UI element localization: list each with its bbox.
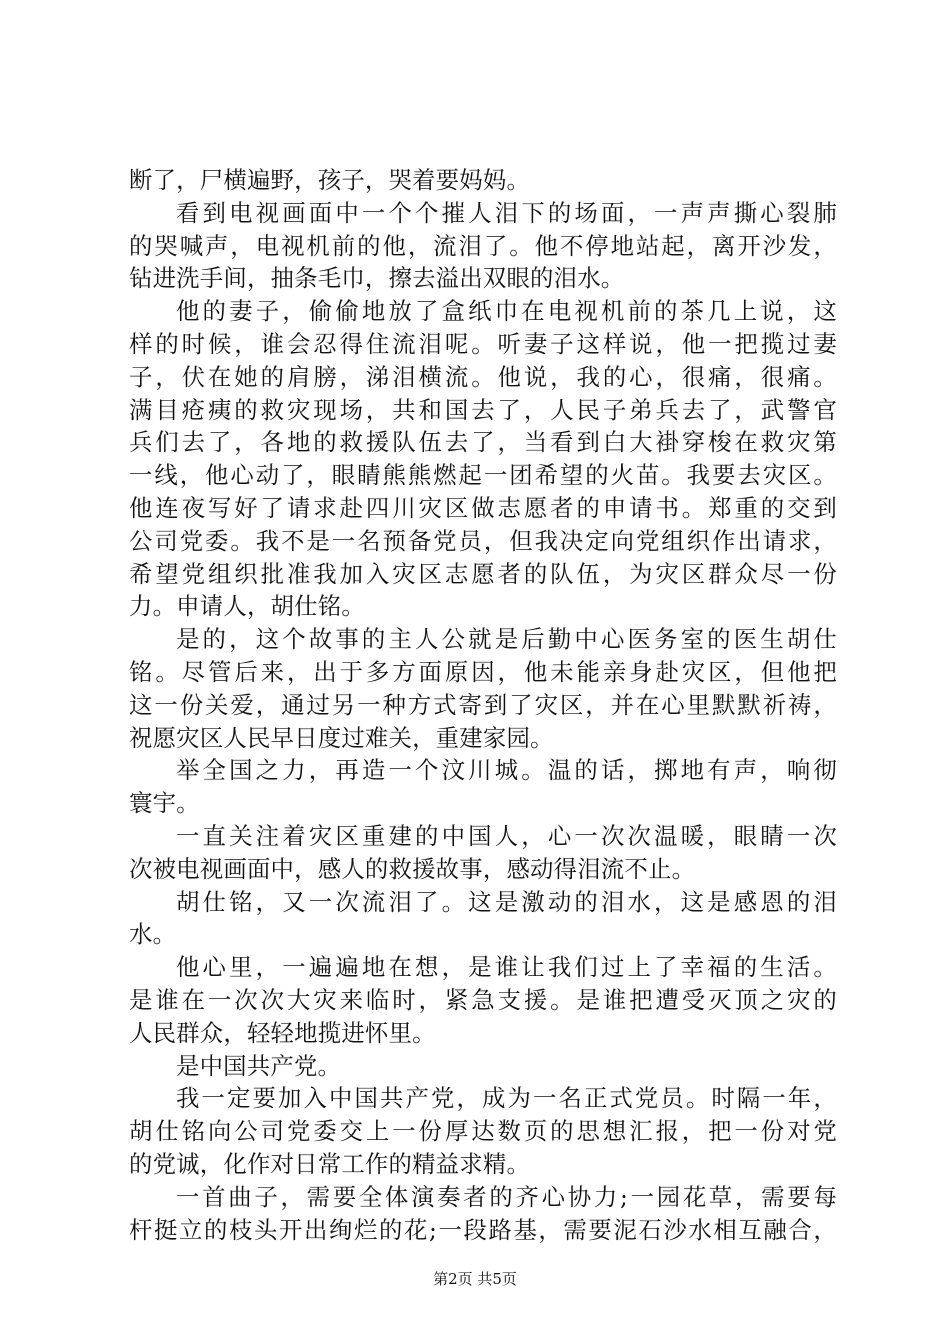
- text-line: 兵们去了，各地的救援队伍去了，当看到白大褂穿梭在救灾第: [129, 428, 837, 457]
- text-line: 他心里，一遍遍地在想，是谁让我们过上了幸福的生活。: [176, 953, 837, 982]
- body-text: [129, 164, 837, 1246]
- text-line: 次被电视画面中，感人的救援故事，感动得泪流不止。: [129, 854, 696, 883]
- text-line: 举全国之力，再造一个汶川城。温的话，掷地有声，响彻: [176, 756, 837, 785]
- text-line: 水。: [129, 920, 177, 949]
- text-line: 他连夜写好了请求赴四川灾区做志愿者的申请书。郑重的交到: [129, 493, 837, 522]
- text-line: 公司党委。我不是一名预备党员，但我决定向党组织作出请求，: [129, 526, 837, 555]
- text-line: 子，伏在她的肩膀，涕泪横流。他说，我的心，很痛，很痛。: [129, 362, 837, 391]
- text-line: 他的妻子，偷偷地放了盒纸巾在电视机前的茶几上说，这: [176, 297, 837, 326]
- text-line: 铭。尽管后来，出于多方面原因，他未能亲身赴灾区，但他把: [129, 657, 837, 686]
- text-line: 一首曲子，需要全体演奏者的齐心协力;一园花草，需要每: [176, 1182, 837, 1211]
- text-line: 的党诚，化作对日常工作的精益求精。: [129, 1149, 531, 1178]
- text-line: 这一份关爱，通过另一种方式寄到了灾区，并在心里默默祈祷，: [129, 690, 837, 719]
- text-line: 寰宇。: [129, 789, 200, 818]
- text-line: 希望党组织批准我加入灾区志愿者的队伍，为灾区群众尽一份: [129, 559, 837, 588]
- text-line: 断了，尸横遍野，孩子，哭着要妈妈。: [129, 166, 531, 194]
- text-line: 看到电视画面中一个个摧人泪下的场面，一声声撕心裂肺: [176, 198, 837, 227]
- text-line: 一线，他心动了，眼睛熊熊燃起一团希望的火苗。我要去灾区。: [129, 461, 837, 490]
- text-line: 是谁在一次次大灾来临时，紧急支援。是谁把遭受灭顶之灾的: [129, 985, 837, 1014]
- text-line: 一直关注着灾区重建的中国人，心一次次温暖，眼睛一次: [176, 821, 837, 850]
- text-line: 样的时候，谁会忍得住流泪呢。听妻子这样说，他一把揽过妻: [129, 329, 837, 358]
- text-line: 胡仕铭向公司党委交上一份厚达数页的思想汇报，把一份对党: [129, 1117, 837, 1146]
- text-line: 是中国共产党。: [176, 1051, 342, 1080]
- text-line: 杆挺立的枝头开出绚烂的花;一段路基，需要泥石沙水相互融合，: [129, 1215, 837, 1244]
- text-line: 人民群众，轻轻地揽进怀里。: [129, 1018, 436, 1047]
- text-line: 钻进洗手间，抽条毛巾，擦去溢出双眼的泪水。: [129, 264, 625, 293]
- page-footer: 第2页 共5页: [433, 1270, 517, 1288]
- text-line: 力。申请人，胡仕铭。: [129, 592, 365, 621]
- text-line: 满目疮痍的救灾现场，共和国去了，人民子弟兵去了，武警官: [129, 395, 837, 424]
- text-line: 祝愿灾区人民早日度过难关，重建家园。: [129, 723, 554, 752]
- text-line: 是的，这个故事的主人公就是后勤中心医务室的医生胡仕: [176, 625, 837, 654]
- text-line: 胡仕铭，又一次流泪了。这是激动的泪水，这是感恩的泪: [176, 887, 837, 916]
- text-line: 的哭喊声，电视机前的他，流泪了。他不停地站起，离开沙发，: [129, 231, 837, 260]
- text-line: 我一定要加入中国共产党，成为一名正式党员。时隔一年，: [176, 1084, 837, 1113]
